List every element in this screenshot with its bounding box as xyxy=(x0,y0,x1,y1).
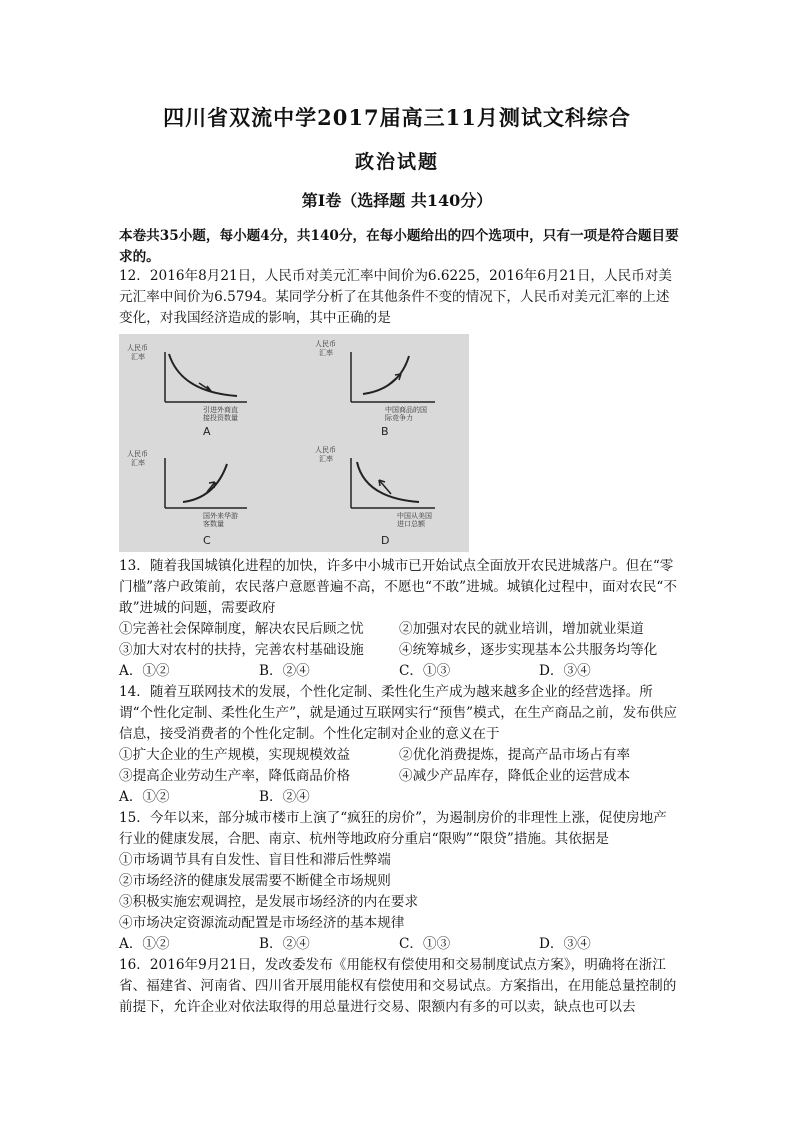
question-13-options-row1 xyxy=(119,619,679,640)
question-14 xyxy=(119,682,679,808)
graph-d xyxy=(315,445,435,547)
option-3: ③积极实施宏观调控，是发展市场经济的内在要求 xyxy=(119,894,419,910)
exam-subtitle: 政治试题 xyxy=(354,151,439,173)
option-2: ②优化消费提炼，提高产品市场占有率 xyxy=(399,747,631,763)
question-14-options-row2 xyxy=(119,766,679,787)
graph-b-xlabel1: 中国商品的国 xyxy=(385,406,427,414)
graph-c-letter: C xyxy=(203,534,211,547)
option-1: ①完善社会保障制度，解决农民后顾之忧 xyxy=(119,621,364,637)
graph-c xyxy=(127,449,247,547)
question-13-answers xyxy=(119,661,679,682)
graph-a-ylabel1: 人民币 xyxy=(127,344,148,352)
graph-d-xlabel1: 中国从美国 xyxy=(397,512,432,520)
answer-c: C．①③ xyxy=(399,936,451,952)
graph-b-xlabel2: 际竞争力 xyxy=(385,414,413,422)
question-14-options-row1 xyxy=(119,745,679,766)
graph-d-xlabel2: 进口总额 xyxy=(397,520,425,528)
option-2: ②加强对农民的就业培训，增加就业渠道 xyxy=(399,621,644,637)
graph-b-letter: B xyxy=(381,425,389,438)
graph-a-ylabel2: 汇率 xyxy=(131,353,145,361)
graph-a-xlabel1: 引进外商直 xyxy=(203,406,238,414)
question-14-stem: 14．随着互联网技术的发展，个性化定制、柔性化生产成为越来越多企业的经营选择。所谓“个性化定制、柔性化生产”，就是通过互联网实行“预售”模式，在生产商品之前，发布供应信息，接受消费者的个性化定制。个性化定制对企业的意义在于 xyxy=(119,684,677,742)
question-15-stem: 15．今年以来，部分城市楼市上演了“疯狂的房价”，为遏制房价的非理性上涨，促使房地产行业的健康发展，合肥、南京、杭州等地政府分重启“限购”“限贷”措施。其依据是 xyxy=(119,810,667,847)
graph-a-letter: A xyxy=(203,425,211,438)
question-16-stem: 16．2016年9月21日，发改委发布《用能权有偿使用和交易制度试点方案》，明确将在浙江省、福建省、河南省、四川省开展用能权有偿使用和交易试点。方案指出，在用能总量控制的前提下，允许企业对依法取得的用总量进行交易、限额内有多的可以卖，缺点也可以去 xyxy=(119,957,677,1015)
answer-b: B．②④ xyxy=(259,789,310,805)
option-4: ④统筹城乡，逐步实现基本公共服务均等化 xyxy=(399,642,658,658)
answer-a: A．①② xyxy=(119,936,170,952)
question-14-answers xyxy=(119,787,679,808)
graph-d-letter: D xyxy=(381,534,390,547)
graph-b-curve xyxy=(363,356,409,394)
question-16 xyxy=(119,955,679,1018)
option-1: ①市场调节具有自发性、盲目性和滞后性弊端 xyxy=(119,852,391,868)
graph-c-ylabel1: 人民币 xyxy=(127,450,148,458)
answer-b: B．②④ xyxy=(259,936,310,952)
graph-d-curve xyxy=(357,462,419,502)
question-12-graphs xyxy=(119,334,469,552)
answer-a: A．①② xyxy=(119,789,170,805)
graph-b xyxy=(315,339,435,438)
option-2: ②市场经济的健康发展需要不断健全市场规则 xyxy=(119,873,391,889)
answer-d: D．③④ xyxy=(539,936,591,952)
graph-c-xlabel2: 客数量 xyxy=(203,520,224,528)
question-13 xyxy=(119,556,679,682)
question-12 xyxy=(119,266,679,552)
question-list xyxy=(119,266,679,1018)
graph-a-xlabel2: 接投资数量 xyxy=(203,414,238,422)
option-3: ③提高企业劳动生产率，降低商品价格 xyxy=(119,768,351,784)
question-15-answers xyxy=(119,934,679,955)
instructions: 本卷共35小题，每小题4分，共140分，在每小题给出的四个选项中，只有一项是符合题目要求的。 xyxy=(119,228,679,265)
graph-d-ylabel2: 汇率 xyxy=(319,455,333,463)
graph-c-curve xyxy=(183,464,227,502)
exam-title: 四川省双流中学2017届高三11月测试文科综合 xyxy=(163,105,631,130)
graph-b-ylabel2: 汇率 xyxy=(319,349,333,357)
answer-d: D．③④ xyxy=(539,663,591,679)
option-3: ③加大对农村的扶持，完善农村基础设施 xyxy=(119,642,364,658)
question-12-stem: 12．2016年8月21日，人民币对美元汇率中间价为6.6225，2016年6月21日，人民币对美元汇率中间价为6.5794。某同学分析了在其他条件不变的情况下，人民币对美元汇率的上述变化，对我国经济造成的影响，其中正确的是 xyxy=(119,268,672,326)
graph-b-ylabel1: 人民币 xyxy=(315,340,336,348)
answer-c: C．①③ xyxy=(399,663,451,679)
answer-a: A．①② xyxy=(119,663,170,679)
question-13-options-row2 xyxy=(119,640,679,661)
question-15 xyxy=(119,808,679,955)
graph-d-ylabel1: 人民币 xyxy=(315,446,336,454)
option-4: ④市场决定资源流动配置是市场经济的基本规律 xyxy=(119,915,405,931)
option-4: ④减少产品库存，降低企业的运营成本 xyxy=(399,768,631,784)
graphs-svg xyxy=(119,334,469,552)
question-13-stem: 13．随着我国城镇化进程的加快，许多中小城市已开始试点全面放开农民进城落户。但在“零门槛”落户政策前，农民落户意愿普遍不高，不愿也“不敢”进城。城镇化过程中，面对农民“不敢”进城的问题，需要政府 xyxy=(119,558,677,616)
graph-a xyxy=(127,343,247,438)
graph-a-curve xyxy=(169,354,237,396)
graph-c-xlabel1: 国外来华游 xyxy=(203,512,238,520)
graph-c-ylabel2: 汇率 xyxy=(131,459,145,467)
answer-b: B．②④ xyxy=(259,663,310,679)
section-title: 第Ⅰ卷（选择题 共140分） xyxy=(301,191,493,210)
option-1: ①扩大企业的生产规模，实现规模效益 xyxy=(119,747,351,763)
